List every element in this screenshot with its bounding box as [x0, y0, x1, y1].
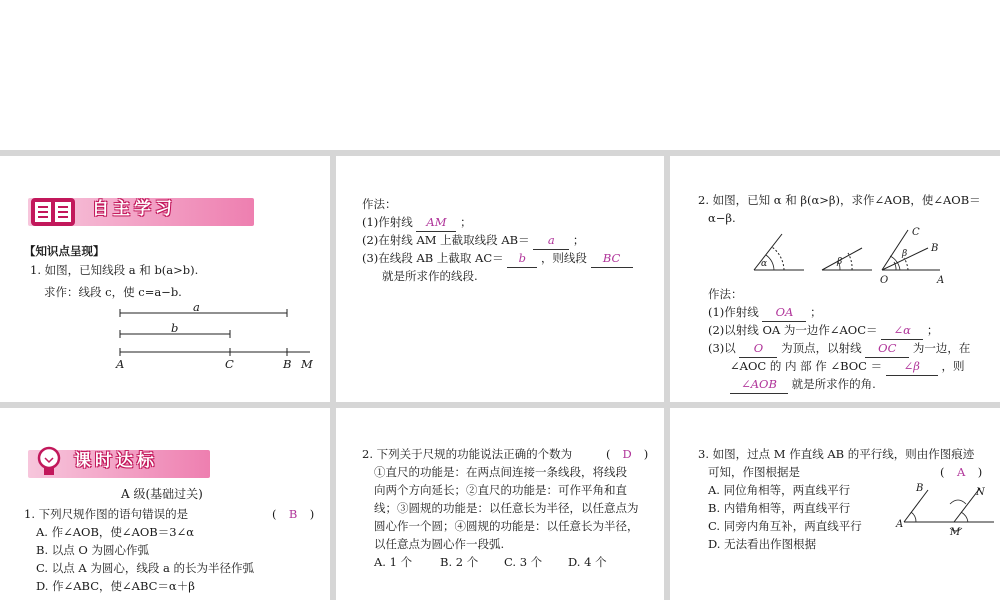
banner-title: 课时达标 [74, 451, 158, 471]
option-c: C. 同旁内角互补，两直线平行 [708, 519, 862, 533]
panel-lesson-goals [0, 408, 330, 600]
step-1 [362, 214, 472, 232]
option-d: D. 作∠ABC，使∠ABC＝α＋β [36, 579, 195, 593]
figure-beta-label: β [837, 257, 843, 267]
question-2-answer-bracket: ( D ) [606, 447, 649, 461]
step-3-line-3-end: 就是所求作的角. [791, 377, 876, 391]
option-d: D. 无法看出作图根据 [708, 537, 817, 551]
step-3-text: (3)以 [708, 341, 736, 355]
option-c: C. 以点 A 为圆心，线段 a 的长为半径作弧 [36, 561, 254, 575]
step-3-text: (3)在线段 AB 上截取 AC＝ [362, 251, 504, 265]
point-b-label: B [283, 357, 292, 371]
method-title: 作法： [708, 287, 743, 301]
question-1: 1. 下列尺规作图的语句错误的是 [24, 507, 189, 521]
method-title: 作法： [362, 197, 397, 211]
question-2-line-3: 向两个方向延长；②直尺的功能是：可作平角和直 [374, 483, 627, 497]
figure-c-label: C [912, 227, 920, 238]
step-3-answer: b [507, 250, 537, 268]
step-2 [708, 322, 938, 340]
panel-method-segment [336, 156, 664, 402]
point-c-label: C [225, 357, 234, 371]
question-2-line-2: α−β. [708, 211, 736, 225]
panel-ruler-compass-question [336, 408, 664, 600]
question-2-line-5: 圆心作一个圆；④圆规的功能是：以任意长为半径， [374, 519, 639, 533]
step-2-end: ； [572, 233, 585, 247]
step-1-end: ； [460, 215, 472, 229]
question-1-line-1: 1. 如图，已知线段 a 和 b(a>b). [30, 263, 199, 277]
question-2-line-4: 线；③圆规的功能是：以任意长为半径，以任意点为 [374, 501, 639, 515]
panel-parallel-question [670, 408, 1000, 600]
panel-self-study [0, 156, 330, 402]
top-blank-area [0, 0, 1000, 150]
question-1-answer: B [288, 507, 298, 521]
question-2-line-6: 以任意点为圆心作一段弧. [374, 537, 505, 551]
step-1-text: (1)作射线 [708, 305, 759, 319]
question-2-answer: D [622, 447, 632, 461]
step-3 [362, 250, 633, 268]
step-1-text: (1)作射线 [362, 215, 413, 229]
step-1-answer: OA [762, 304, 806, 322]
lightbulb-icon [34, 444, 64, 480]
option-b: B. 内错角相等，两直线平行 [708, 501, 851, 515]
question-3-line-1: 3. 如图，过点 M 作直线 AB 的平行线，则由作图痕迹 [698, 447, 975, 461]
step-3-answer-4: ∠AOB [730, 376, 788, 394]
figure-a-label: A [937, 275, 945, 286]
point-a-label: A [116, 357, 125, 371]
figure-b-label: B [916, 483, 924, 494]
level-title: A 级(基础过关) [121, 487, 203, 501]
option-a: A. 同位角相等，两直线平行 [708, 483, 851, 497]
step-3-answer-2: OC [865, 340, 909, 358]
question-3-answer-bracket: ( A ) [940, 465, 983, 479]
question-3-line-2: 可知，作图根据是 [708, 465, 800, 479]
option-b: B. 2 个 [440, 555, 479, 569]
question-2-line-2: ①直尺的功能是：在两点间连接一条线段，将线段 [374, 465, 627, 479]
step-3-mid: ，则线段 [540, 251, 587, 265]
figure-b-label: B [931, 243, 939, 254]
question-2-line-1: 2. 如图，已知 α 和 β(α>β)，求作∠AOB，使∠AOB＝ [698, 193, 981, 207]
option-d: D. 4 个 [568, 555, 607, 569]
step-3-conclusion: 就是所求作的线段. [382, 269, 478, 283]
segment-b-label: b [171, 321, 179, 335]
step-3 [708, 340, 970, 358]
open-book-icon [30, 196, 76, 228]
step-1 [708, 304, 822, 322]
question-1-answer-bracket: ( B ) [272, 507, 315, 521]
figure-beta-label-2: β [902, 249, 908, 259]
step-3-answer-1: O [739, 340, 777, 358]
step-2-text: (2)在射线 AM 上截取线段 AB＝ [362, 233, 530, 247]
option-a: A. 1 个 [374, 555, 413, 569]
step-3-mid-1: 为顶点，以射线 [781, 341, 862, 355]
step-2-text: (2)以射线 OA 为一边作∠AOC＝ [708, 323, 878, 337]
figure-n-label: N [976, 487, 985, 498]
question-2-line-1: 2. 下列关于尺规的功能说法正确的个数为 [362, 447, 573, 461]
segment-a-label: a [193, 300, 200, 314]
panel-angle-construction [670, 156, 1000, 402]
section-label: 【知识点呈现】 [24, 244, 105, 258]
step-2-answer: a [533, 232, 569, 250]
step-3-line-3 [730, 376, 876, 394]
option-a: A. 作∠AOB，使∠AOB＝3∠α [36, 525, 194, 539]
point-m-label: M [301, 357, 313, 371]
step-2-answer: ∠α [881, 322, 923, 340]
step-3-line-2 [730, 358, 964, 376]
step-1-answer: AM [416, 214, 456, 232]
figure-alpha-label: α [761, 259, 768, 269]
step-3-line-2-text: ∠AOC 的 内 部 作 ∠BOC ＝ [730, 359, 883, 373]
question-1-line-2: 求作：线段 c，使 c=a−b. [44, 285, 182, 299]
step-3-answer-3: ∠β [886, 358, 938, 376]
step-3-line-2-end: ，则 [941, 359, 965, 373]
step-3-answer-2: BC [591, 250, 633, 268]
step-1-end: ； [810, 305, 822, 319]
figure-m-label: M [950, 527, 961, 538]
option-c: C. 3 个 [504, 555, 543, 569]
question-3-answer: A [957, 465, 966, 479]
figure-o-label: O [880, 275, 889, 286]
banner-title: 自主学习 [92, 199, 176, 219]
step-2-end: ； [926, 323, 939, 337]
step-2 [362, 232, 584, 250]
option-b: B. 以点 O 为圆心作弧 [36, 543, 150, 557]
figure-a-label: A [896, 519, 904, 530]
step-3-mid-2: 为一边，在 [912, 341, 971, 355]
